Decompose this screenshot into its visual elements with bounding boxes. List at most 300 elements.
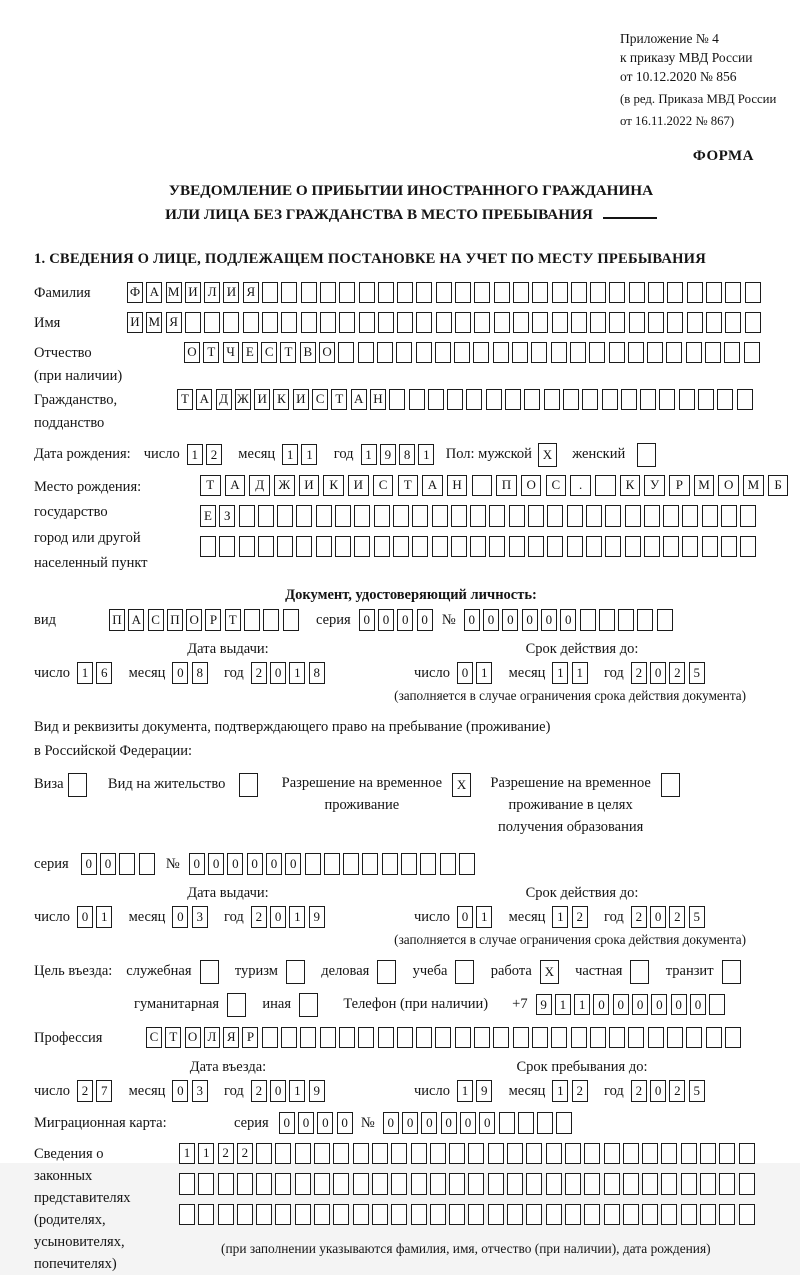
form-cell[interactable]: 1	[289, 662, 305, 684]
form-cell[interactable]: 0	[593, 994, 609, 1016]
form-cell[interactable]: Т	[200, 475, 221, 497]
form-cell[interactable]	[528, 505, 544, 527]
form-cell[interactable]: X	[538, 443, 557, 467]
form-cell[interactable]	[682, 505, 698, 527]
form-cell[interactable]	[377, 342, 393, 364]
form-cell[interactable]	[455, 312, 471, 334]
form-cell[interactable]	[335, 505, 351, 527]
form-cell[interactable]	[391, 1143, 407, 1165]
form-cell[interactable]: 0	[457, 906, 473, 928]
form-cell[interactable]	[682, 536, 698, 558]
form-cell[interactable]: 2	[237, 1143, 253, 1165]
form-cell[interactable]: 0	[522, 609, 538, 631]
form-cell[interactable]	[353, 1143, 369, 1165]
form-cell[interactable]: 2	[77, 1080, 93, 1102]
form-cell[interactable]	[300, 1027, 316, 1049]
form-cell[interactable]	[275, 1204, 291, 1226]
form-cell[interactable]: 0	[650, 662, 666, 684]
form-cell[interactable]: 0	[270, 662, 286, 684]
form-cell[interactable]	[657, 609, 673, 631]
form-cell[interactable]	[661, 773, 680, 797]
form-cell[interactable]: 0	[279, 1112, 295, 1134]
form-cell[interactable]: Т	[203, 342, 219, 364]
form-cell[interactable]: 3	[192, 1080, 208, 1102]
form-cell[interactable]	[623, 1143, 639, 1165]
form-cell[interactable]	[239, 773, 258, 797]
form-cell[interactable]	[333, 1173, 349, 1195]
form-cell[interactable]: С	[546, 475, 567, 497]
form-cell[interactable]	[338, 342, 354, 364]
form-cell[interactable]: 6	[96, 662, 112, 684]
form-cell[interactable]: 0	[613, 994, 629, 1016]
form-cell[interactable]	[724, 342, 740, 364]
form-cell[interactable]	[389, 389, 405, 411]
form-cell[interactable]: М	[694, 475, 715, 497]
form-cell[interactable]	[584, 1143, 600, 1165]
form-cell[interactable]	[552, 282, 568, 304]
form-cell[interactable]	[339, 1027, 355, 1049]
form-cell[interactable]	[299, 993, 318, 1017]
form-cell[interactable]	[745, 282, 761, 304]
form-cell[interactable]	[740, 505, 756, 527]
form-cell[interactable]	[532, 282, 548, 304]
form-cell[interactable]	[546, 1143, 562, 1165]
form-cell[interactable]: 3	[192, 906, 208, 928]
form-cell[interactable]	[227, 993, 246, 1017]
form-cell[interactable]	[526, 1173, 542, 1195]
form-cell[interactable]	[628, 1027, 644, 1049]
form-cell[interactable]: Ж	[235, 389, 251, 411]
form-cell[interactable]	[295, 1173, 311, 1195]
form-cell[interactable]: О	[186, 609, 202, 631]
form-cell[interactable]: 2	[572, 1080, 588, 1102]
form-cell[interactable]	[455, 1027, 471, 1049]
form-cell[interactable]	[552, 312, 568, 334]
form-cell[interactable]	[681, 1204, 697, 1226]
form-cell[interactable]: 9	[476, 1080, 492, 1102]
form-cell[interactable]: И	[127, 312, 143, 334]
form-cell[interactable]: М	[146, 312, 162, 334]
form-cell[interactable]	[372, 1204, 388, 1226]
form-cell[interactable]	[262, 1027, 278, 1049]
form-cell[interactable]	[667, 282, 683, 304]
form-cell[interactable]: 9	[536, 994, 552, 1016]
form-cell[interactable]: Л	[204, 1027, 220, 1049]
form-cell[interactable]: 8	[309, 662, 325, 684]
form-cell[interactable]	[474, 1027, 490, 1049]
form-cell[interactable]: 0	[337, 1112, 353, 1134]
form-cell[interactable]: С	[148, 609, 164, 631]
form-cell[interactable]: И	[223, 282, 239, 304]
form-cell[interactable]	[393, 505, 409, 527]
form-cell[interactable]: С	[146, 1027, 162, 1049]
form-cell[interactable]	[262, 312, 278, 334]
form-cell[interactable]	[295, 1143, 311, 1165]
form-cell[interactable]	[623, 1173, 639, 1195]
form-cell[interactable]	[301, 282, 317, 304]
form-cell[interactable]	[320, 312, 336, 334]
form-cell[interactable]	[305, 853, 321, 875]
form-cell[interactable]: Д	[216, 389, 232, 411]
form-cell[interactable]	[256, 1143, 272, 1165]
form-cell[interactable]	[702, 536, 718, 558]
form-cell[interactable]	[470, 505, 486, 527]
form-cell[interactable]: 1	[198, 1143, 214, 1165]
form-cell[interactable]	[314, 1204, 330, 1226]
form-cell[interactable]	[396, 342, 412, 364]
form-cell[interactable]	[604, 1204, 620, 1226]
form-cell[interactable]	[316, 505, 332, 527]
form-cell[interactable]	[237, 1173, 253, 1195]
form-cell[interactable]: Т	[165, 1027, 181, 1049]
form-cell[interactable]: 0	[671, 994, 687, 1016]
form-cell[interactable]	[378, 1027, 394, 1049]
form-cell[interactable]	[547, 536, 563, 558]
form-cell[interactable]: 8	[192, 662, 208, 684]
form-cell[interactable]	[640, 389, 656, 411]
form-cell[interactable]	[455, 960, 474, 984]
form-cell[interactable]	[721, 536, 737, 558]
form-cell[interactable]	[198, 1204, 214, 1226]
form-cell[interactable]: 0	[266, 853, 282, 875]
form-cell[interactable]: 0	[81, 853, 97, 875]
form-cell[interactable]	[739, 1204, 755, 1226]
form-cell[interactable]	[609, 1027, 625, 1049]
form-cell[interactable]: И	[348, 475, 369, 497]
form-cell[interactable]: Т	[331, 389, 347, 411]
form-cell[interactable]	[263, 609, 279, 631]
form-cell[interactable]	[687, 282, 703, 304]
form-cell[interactable]	[451, 536, 467, 558]
form-cell[interactable]	[353, 1173, 369, 1195]
form-cell[interactable]: А	[128, 609, 144, 631]
form-cell[interactable]	[507, 1143, 523, 1165]
form-cell[interactable]: Т	[177, 389, 193, 411]
form-cell[interactable]	[744, 342, 760, 364]
form-cell[interactable]	[179, 1173, 195, 1195]
form-cell[interactable]: А	[351, 389, 367, 411]
form-cell[interactable]	[301, 312, 317, 334]
form-cell[interactable]	[586, 536, 602, 558]
form-cell[interactable]	[644, 536, 660, 558]
form-cell[interactable]	[204, 312, 220, 334]
form-cell[interactable]	[493, 1027, 509, 1049]
form-cell[interactable]: П	[496, 475, 517, 497]
form-cell[interactable]	[509, 505, 525, 527]
form-cell[interactable]: Д	[249, 475, 270, 497]
form-cell[interactable]	[488, 1173, 504, 1195]
form-cell[interactable]: К	[323, 475, 344, 497]
form-cell[interactable]	[397, 282, 413, 304]
form-cell[interactable]	[411, 1173, 427, 1195]
form-cell[interactable]	[719, 1173, 735, 1195]
form-cell[interactable]	[609, 342, 625, 364]
form-cell[interactable]	[706, 282, 722, 304]
form-cell[interactable]	[296, 536, 312, 558]
form-cell[interactable]	[571, 1027, 587, 1049]
form-cell[interactable]: О	[184, 342, 200, 364]
form-cell[interactable]: 1	[555, 994, 571, 1016]
form-cell[interactable]: 0	[464, 609, 480, 631]
form-cell[interactable]	[472, 475, 493, 497]
form-cell[interactable]: С	[373, 475, 394, 497]
form-cell[interactable]	[659, 389, 675, 411]
form-cell[interactable]	[644, 505, 660, 527]
form-cell[interactable]	[721, 505, 737, 527]
form-cell[interactable]: 2	[669, 906, 685, 928]
form-cell[interactable]	[454, 342, 470, 364]
form-cell[interactable]	[372, 1173, 388, 1195]
form-cell[interactable]	[740, 536, 756, 558]
form-cell[interactable]	[374, 505, 390, 527]
form-cell[interactable]	[719, 1143, 735, 1165]
form-cell[interactable]: X	[540, 960, 559, 984]
form-cell[interactable]: 0	[317, 1112, 333, 1134]
form-cell[interactable]: О	[185, 1027, 201, 1049]
form-cell[interactable]	[258, 505, 274, 527]
form-cell[interactable]: С	[261, 342, 277, 364]
form-cell[interactable]	[722, 960, 741, 984]
form-cell[interactable]: У	[644, 475, 665, 497]
form-cell[interactable]	[262, 282, 278, 304]
form-cell[interactable]: 0	[189, 853, 205, 875]
form-cell[interactable]	[286, 960, 305, 984]
form-cell[interactable]	[604, 1173, 620, 1195]
form-cell[interactable]	[494, 282, 510, 304]
form-cell[interactable]: 0	[421, 1112, 437, 1134]
form-cell[interactable]	[468, 1204, 484, 1226]
form-cell[interactable]: 1	[289, 906, 305, 928]
form-cell[interactable]	[567, 505, 583, 527]
form-cell[interactable]: 0	[77, 906, 93, 928]
form-cell[interactable]	[440, 853, 456, 875]
form-cell[interactable]	[436, 282, 452, 304]
form-cell[interactable]	[179, 1204, 195, 1226]
form-cell[interactable]	[605, 536, 621, 558]
form-cell[interactable]	[468, 1143, 484, 1165]
form-cell[interactable]	[531, 342, 547, 364]
form-cell[interactable]: Т	[398, 475, 419, 497]
form-cell[interactable]	[393, 536, 409, 558]
form-cell[interactable]	[571, 282, 587, 304]
form-cell[interactable]	[275, 1143, 291, 1165]
form-cell[interactable]	[642, 1173, 658, 1195]
form-cell[interactable]	[661, 1204, 677, 1226]
form-cell[interactable]	[333, 1204, 349, 1226]
form-cell[interactable]: 0	[172, 906, 188, 928]
form-cell[interactable]	[474, 282, 490, 304]
form-cell[interactable]: 0	[650, 906, 666, 928]
form-cell[interactable]: 0	[383, 1112, 399, 1134]
form-cell[interactable]: 0	[270, 1080, 286, 1102]
form-cell[interactable]	[494, 312, 510, 334]
form-cell[interactable]	[239, 505, 255, 527]
form-cell[interactable]	[637, 609, 653, 631]
form-cell[interactable]	[584, 1204, 600, 1226]
form-cell[interactable]	[397, 312, 413, 334]
form-cell[interactable]: 2	[206, 444, 222, 466]
form-cell[interactable]: Н	[447, 475, 468, 497]
form-cell[interactable]: 9	[380, 444, 396, 466]
form-cell[interactable]	[493, 342, 509, 364]
form-cell[interactable]	[339, 312, 355, 334]
form-cell[interactable]: Я	[223, 1027, 239, 1049]
form-cell[interactable]	[358, 1027, 374, 1049]
form-cell[interactable]: 0	[690, 994, 706, 1016]
form-cell[interactable]	[532, 1027, 548, 1049]
form-cell[interactable]: 0	[651, 994, 667, 1016]
form-cell[interactable]	[642, 1143, 658, 1165]
form-cell[interactable]	[528, 536, 544, 558]
form-cell[interactable]: О	[521, 475, 542, 497]
form-cell[interactable]	[648, 1027, 664, 1049]
form-cell[interactable]: 1	[361, 444, 377, 466]
form-cell[interactable]	[412, 505, 428, 527]
form-cell[interactable]	[599, 609, 615, 631]
form-cell[interactable]: 2	[631, 1080, 647, 1102]
form-cell[interactable]	[648, 282, 664, 304]
form-cell[interactable]	[507, 1173, 523, 1195]
form-cell[interactable]	[277, 536, 293, 558]
form-cell[interactable]	[595, 475, 616, 497]
form-cell[interactable]	[411, 1204, 427, 1226]
form-cell[interactable]	[681, 1173, 697, 1195]
form-cell[interactable]	[629, 312, 645, 334]
form-cell[interactable]	[353, 1204, 369, 1226]
form-cell[interactable]: 0	[397, 609, 413, 631]
form-cell[interactable]	[551, 342, 567, 364]
form-cell[interactable]	[647, 342, 663, 364]
form-cell[interactable]	[570, 342, 586, 364]
form-cell[interactable]	[416, 342, 432, 364]
form-cell[interactable]: 7	[96, 1080, 112, 1102]
form-cell[interactable]: 0	[227, 853, 243, 875]
form-cell[interactable]	[359, 312, 375, 334]
form-cell[interactable]	[663, 536, 679, 558]
form-cell[interactable]: С	[312, 389, 328, 411]
form-cell[interactable]: Н	[370, 389, 386, 411]
form-cell[interactable]	[256, 1173, 272, 1195]
form-cell[interactable]	[314, 1173, 330, 1195]
form-cell[interactable]	[397, 1027, 413, 1049]
form-cell[interactable]: Р	[242, 1027, 258, 1049]
form-cell[interactable]	[283, 609, 299, 631]
form-cell[interactable]	[411, 1143, 427, 1165]
form-cell[interactable]	[354, 536, 370, 558]
form-cell[interactable]	[745, 312, 761, 334]
form-cell[interactable]	[661, 1173, 677, 1195]
form-cell[interactable]	[725, 1027, 741, 1049]
form-cell[interactable]	[513, 312, 529, 334]
form-cell[interactable]: 0	[541, 609, 557, 631]
form-cell[interactable]: А	[225, 475, 246, 497]
form-cell[interactable]	[686, 342, 702, 364]
form-cell[interactable]	[451, 505, 467, 527]
form-cell[interactable]	[470, 536, 486, 558]
form-cell[interactable]: 2	[669, 662, 685, 684]
form-cell[interactable]	[412, 536, 428, 558]
form-cell[interactable]	[526, 1204, 542, 1226]
form-cell[interactable]: X	[452, 773, 471, 797]
form-cell[interactable]: 5	[689, 662, 705, 684]
form-cell[interactable]	[604, 1143, 620, 1165]
form-cell[interactable]	[625, 505, 641, 527]
form-cell[interactable]	[223, 312, 239, 334]
form-cell[interactable]: Я	[243, 282, 259, 304]
form-cell[interactable]	[489, 536, 505, 558]
form-cell[interactable]: 1	[96, 906, 112, 928]
form-cell[interactable]	[391, 1173, 407, 1195]
form-cell[interactable]	[436, 312, 452, 334]
form-cell[interactable]	[449, 1204, 465, 1226]
form-cell[interactable]	[686, 1027, 702, 1049]
form-cell[interactable]: 0	[359, 609, 375, 631]
form-cell[interactable]	[518, 1112, 534, 1134]
form-cell[interactable]: Р	[205, 609, 221, 631]
form-cell[interactable]	[499, 1112, 515, 1134]
form-cell[interactable]	[705, 342, 721, 364]
form-cell[interactable]	[590, 1027, 606, 1049]
form-cell[interactable]	[556, 1112, 572, 1134]
form-cell[interactable]: 1	[552, 662, 568, 684]
form-cell[interactable]	[430, 1173, 446, 1195]
form-cell[interactable]	[488, 1143, 504, 1165]
form-cell[interactable]	[281, 282, 297, 304]
form-cell[interactable]	[700, 1143, 716, 1165]
form-cell[interactable]	[524, 389, 540, 411]
form-cell[interactable]	[374, 536, 390, 558]
form-cell[interactable]: Я	[166, 312, 182, 334]
form-cell[interactable]: О	[718, 475, 739, 497]
form-cell[interactable]: 2	[251, 1080, 267, 1102]
form-cell[interactable]	[243, 312, 259, 334]
form-cell[interactable]	[567, 536, 583, 558]
form-cell[interactable]: К	[620, 475, 641, 497]
form-cell[interactable]	[378, 312, 394, 334]
form-cell[interactable]	[571, 312, 587, 334]
form-cell[interactable]	[432, 505, 448, 527]
form-cell[interactable]	[359, 282, 375, 304]
form-cell[interactable]	[256, 1204, 272, 1226]
form-cell[interactable]: 1	[418, 444, 434, 466]
form-cell[interactable]	[343, 853, 359, 875]
form-cell[interactable]: 0	[417, 609, 433, 631]
form-cell[interactable]: 1	[552, 1080, 568, 1102]
form-cell[interactable]: В	[300, 342, 316, 364]
form-cell[interactable]	[609, 312, 625, 334]
form-cell[interactable]	[489, 505, 505, 527]
form-cell[interactable]: 2	[631, 662, 647, 684]
form-cell[interactable]	[666, 342, 682, 364]
form-cell[interactable]	[378, 282, 394, 304]
form-cell[interactable]: 0	[560, 609, 576, 631]
form-cell[interactable]	[473, 342, 489, 364]
form-cell[interactable]	[526, 1143, 542, 1165]
form-cell[interactable]	[582, 389, 598, 411]
form-cell[interactable]	[391, 1204, 407, 1226]
form-cell[interactable]	[68, 773, 87, 797]
form-cell[interactable]	[621, 389, 637, 411]
form-cell[interactable]	[507, 1204, 523, 1226]
form-cell[interactable]	[416, 282, 432, 304]
form-cell[interactable]	[416, 312, 432, 334]
form-cell[interactable]	[563, 389, 579, 411]
form-cell[interactable]	[339, 282, 355, 304]
form-cell[interactable]	[565, 1204, 581, 1226]
form-cell[interactable]	[717, 389, 733, 411]
form-cell[interactable]: Л	[204, 282, 220, 304]
form-cell[interactable]: 0	[247, 853, 263, 875]
